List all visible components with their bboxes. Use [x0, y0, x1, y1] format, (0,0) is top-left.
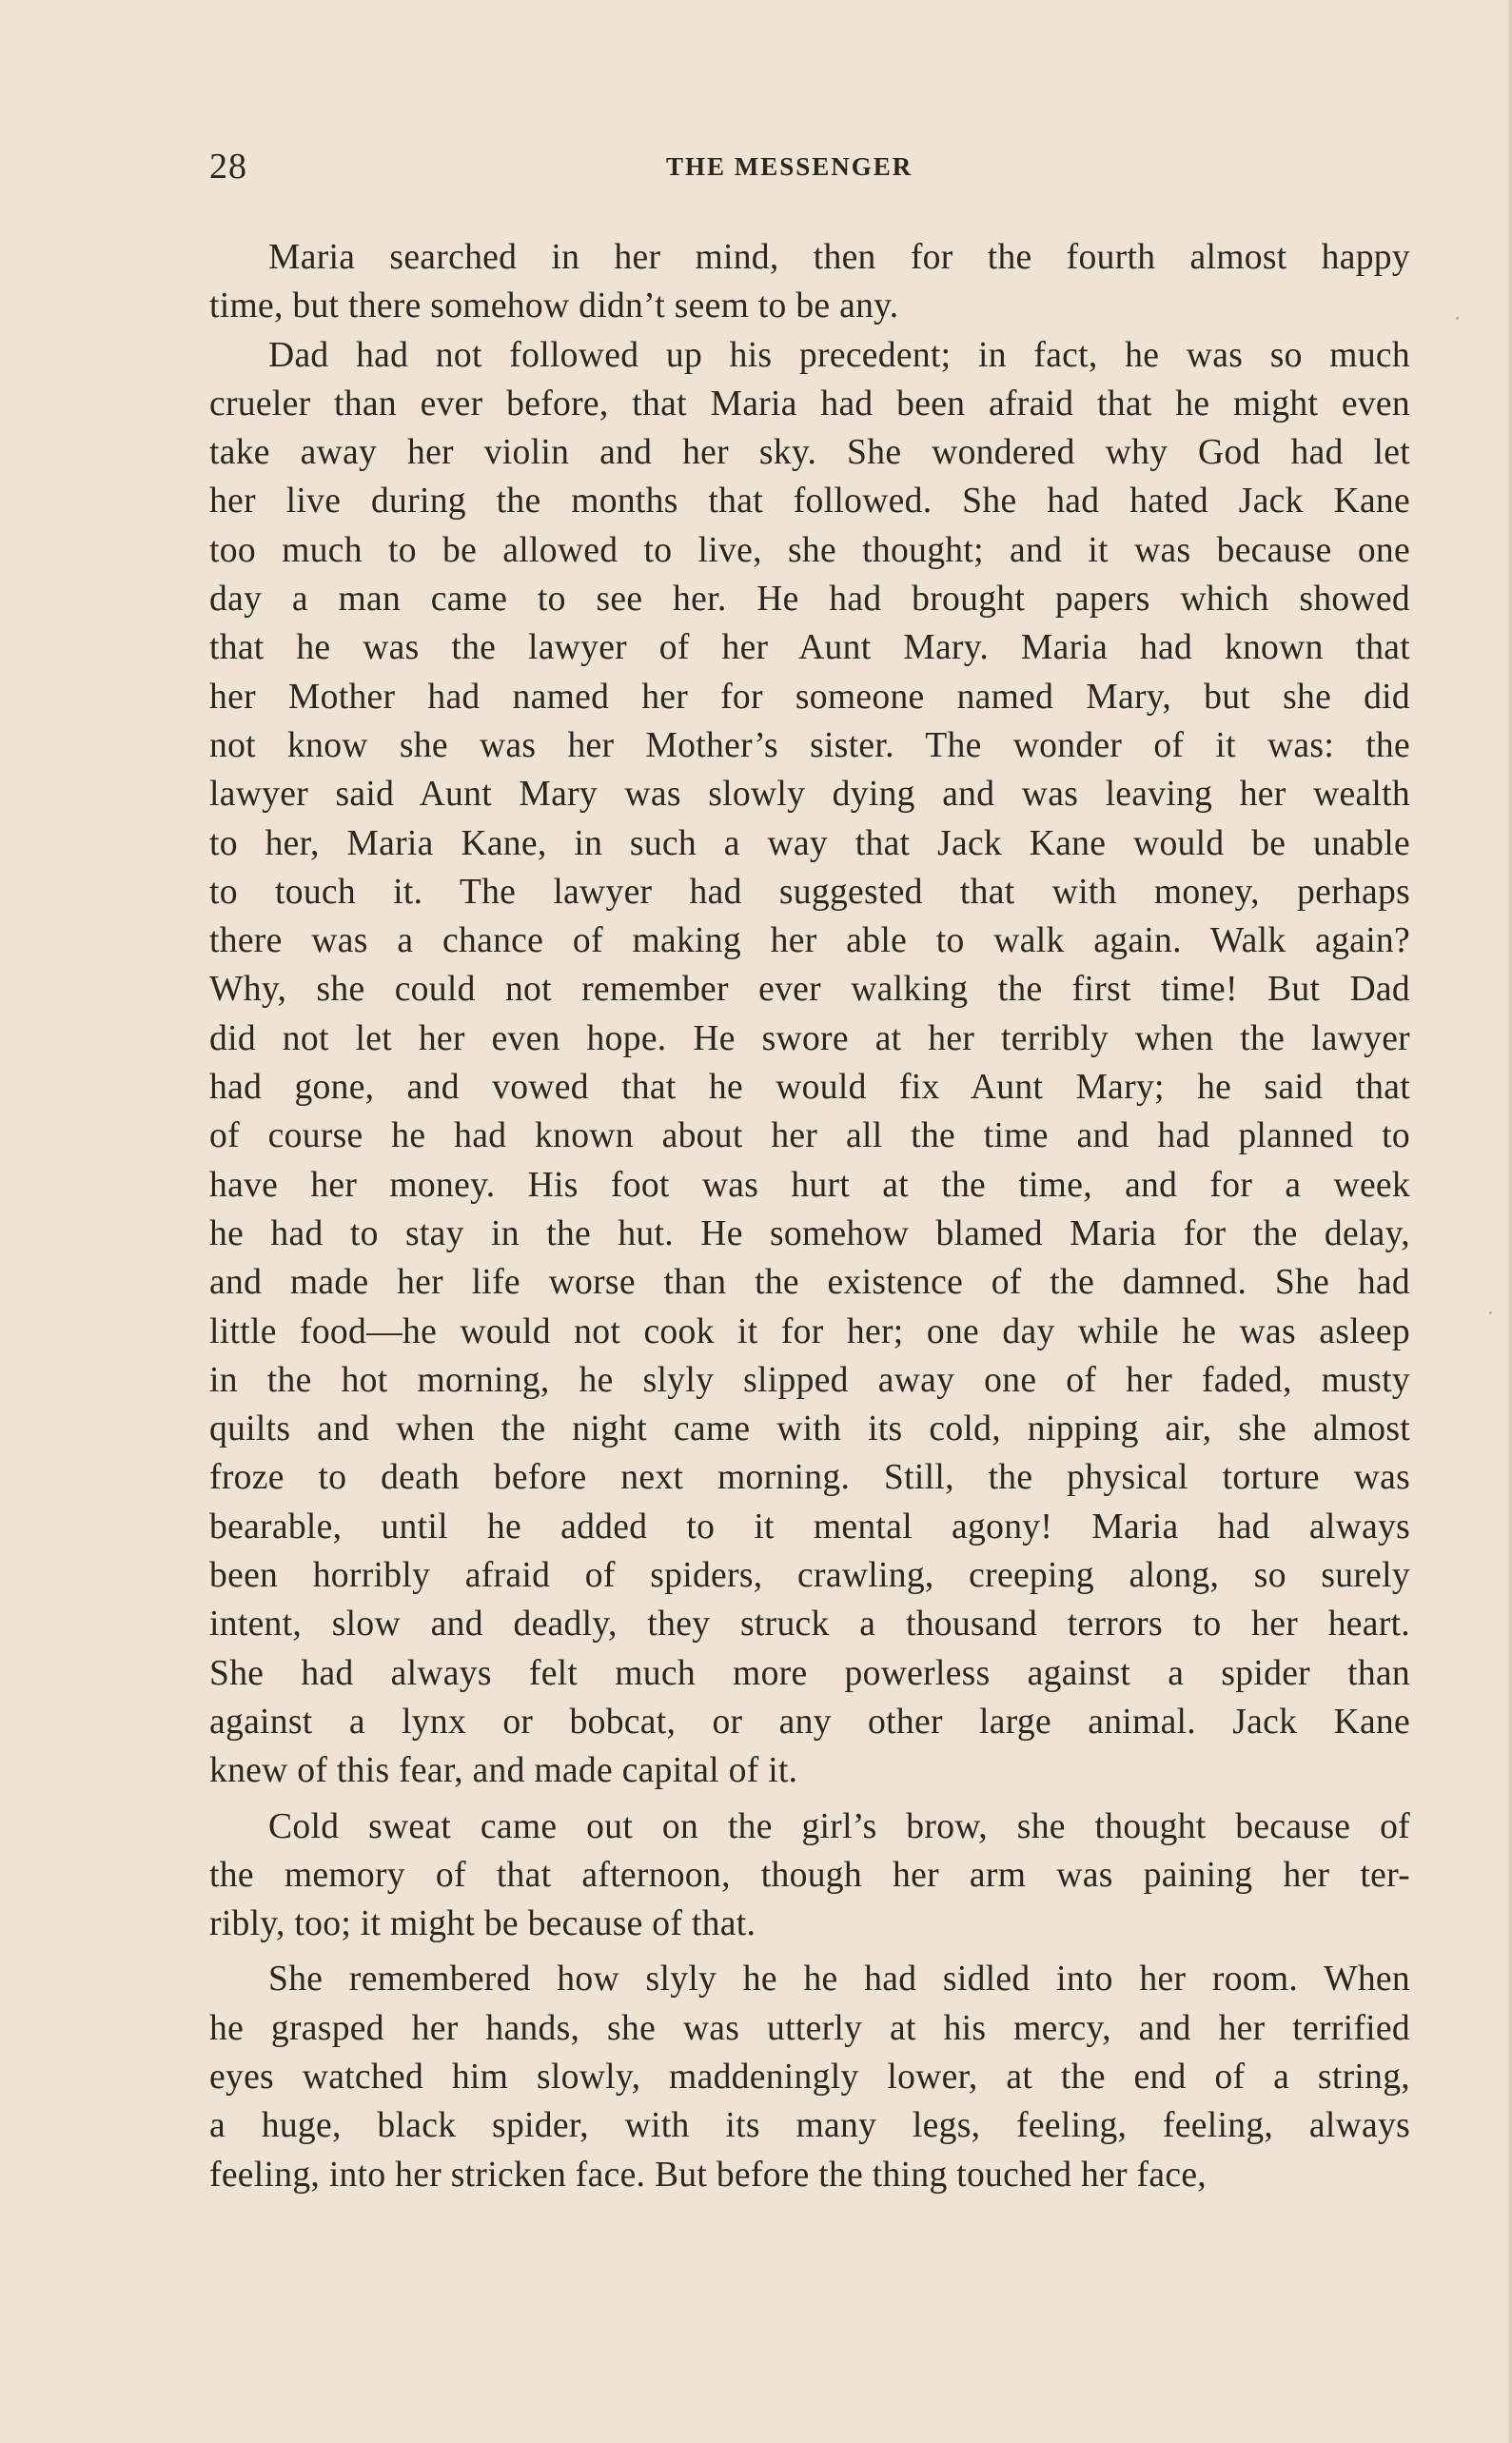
- text-line: Cold sweat came out on the girl’s brow, she thought because of: [268, 1806, 1410, 1846]
- text-line: Maria searched in her mind, then for the fourth almost happy: [268, 238, 1410, 277]
- text-line: he had to stay in the hut. He somehow blamed Maria for the delay,: [209, 1213, 1410, 1253]
- text-line: intent, slow and deadly, they struck a thousand terrors to her heart.: [209, 1605, 1410, 1645]
- text-line: feeling, into her stricken face. But before the thing touched her face,: [209, 2155, 1208, 2195]
- text-line: time, but there somehow didn’t seem to be any.: [209, 286, 899, 326]
- text-line: have her money. His foot was hurt at the time, and for a week: [209, 1165, 1410, 1205]
- text-line: eyes watched him slowly, maddeningly lower, at the end of a string,: [209, 2057, 1410, 2097]
- text-line: did not let her even hope. He swore at her terribly when the lawyer: [209, 1018, 1410, 1058]
- paragraph: [209, 331, 1410, 1796]
- paper-speck: [1456, 317, 1459, 320]
- text-line: She remembered how slyly he he had sidled into her room. When: [268, 1960, 1410, 2000]
- text-line: knew of this fear, and made capital of it.: [209, 1751, 798, 1791]
- text-line: her Mother had named her for someone named Mary, but she did: [209, 677, 1410, 717]
- text-line: little food—he would not cook it for her; one day while he was asleep: [209, 1311, 1410, 1351]
- text-line: Why, she could not remember ever walking the first time! But Dad: [209, 970, 1410, 1010]
- text-line: there was a chance of making her able to walk again. Walk again?: [209, 921, 1410, 961]
- running-head: THE MESSENGER: [666, 152, 913, 181]
- text-line: quilts and when the night came with its cold, nipping air, she almost: [209, 1409, 1410, 1449]
- text-line: of course he had known about her all the time and had planned to: [209, 1116, 1410, 1156]
- paragraph: [209, 1955, 1410, 2198]
- page-edge: [1508, 0, 1512, 2443]
- text-line: crueler than ever before, that Maria had been afraid that he might even: [209, 384, 1410, 424]
- paper-speck: [1489, 1311, 1492, 1314]
- text-line: a huge, black spider, with its many legs, feeling, feeling, always: [209, 2106, 1410, 2146]
- text-line: he grasped her hands, she was utterly at his mercy, and her terrified: [209, 2008, 1410, 2048]
- paragraph: [209, 233, 1410, 331]
- text-line: She had always felt much more powerless against a spider than: [209, 1653, 1410, 1693]
- text-line: been horribly afraid of spiders, crawling, creeping along, so surely: [209, 1556, 1410, 1596]
- text-line: day a man came to see her. He had brought papers which showed: [209, 580, 1410, 620]
- text-line: froze to death before next morning. Still, the physical torture was: [209, 1458, 1410, 1498]
- text-line: her live during the months that followed. She had hated Jack Kane: [209, 482, 1410, 522]
- text-line: take away her violin and her sky. She wondered why God had let: [209, 433, 1410, 473]
- text-line: the memory of that afternoon, though her arm was paining her ter-: [209, 1855, 1410, 1895]
- text-line: Dad had not followed up his precedent; in fact, he was so much: [268, 335, 1410, 375]
- page-number: 28: [209, 147, 247, 187]
- text-line: to her, Maria Kane, in such a way that Jack Kane would be unable: [209, 823, 1410, 863]
- text-line: ribly, too; it might be because of that.: [209, 1904, 756, 1944]
- text-line: to touch it. The lawyer had suggested that with money, perhaps: [209, 872, 1410, 912]
- text-line: and made her life worse than the existence of the damned. She had: [209, 1263, 1410, 1303]
- text-line: that he was the lawyer of her Aunt Mary. Maria had known that: [209, 628, 1410, 668]
- text-line: not know she was her Mother’s sister. The wonder of it was: the: [209, 725, 1410, 765]
- text-line: bearable, until he added to it mental agony! Maria had always: [209, 1507, 1410, 1547]
- text-line: in the hot morning, he slyly slipped away one of her faded, musty: [209, 1360, 1410, 1400]
- text-line: lawyer said Aunt Mary was slowly dying and was leaving her wealth: [209, 775, 1410, 815]
- page-header: [209, 143, 1408, 190]
- text-line: too much to be allowed to live, she thought; and it was because one: [209, 530, 1410, 570]
- text-line: against a lynx or bobcat, or any other large animal. Jack Kane: [209, 1702, 1410, 1742]
- body-text: [209, 233, 1410, 2199]
- paragraph: [209, 1803, 1410, 1949]
- text-line: had gone, and vowed that he would fix Aunt Mary; he said that: [209, 1068, 1410, 1108]
